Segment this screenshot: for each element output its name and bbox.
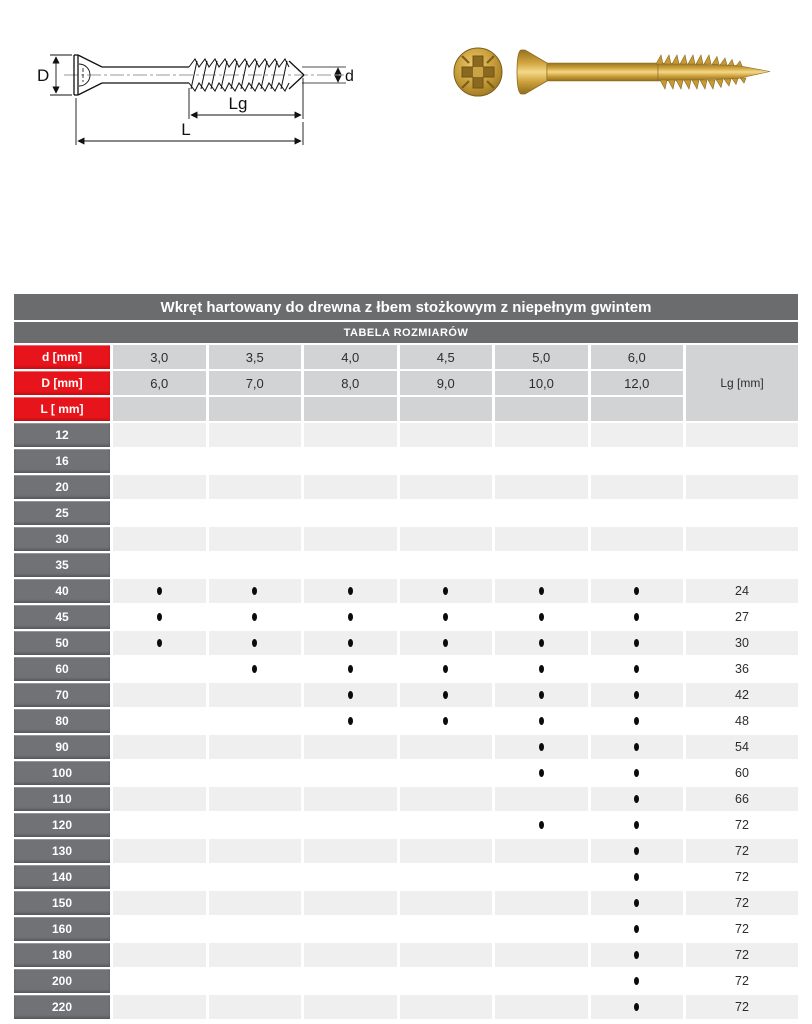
availability-dot <box>348 613 353 621</box>
availability-cell <box>495 943 588 967</box>
lg-value-cell: 72 <box>686 995 798 1019</box>
availability-dot <box>634 899 639 907</box>
lg-value-cell: 66 <box>686 787 798 811</box>
availability-cell <box>400 683 493 707</box>
availability-dot <box>348 717 353 725</box>
availability-dot <box>348 665 353 673</box>
availability-cell <box>209 839 302 863</box>
availability-cell <box>209 969 302 993</box>
availability-dot <box>539 821 544 829</box>
availability-cell <box>304 813 397 837</box>
empty-header-cell <box>400 397 493 421</box>
availability-cell <box>209 761 302 785</box>
availability-cell <box>209 423 302 447</box>
D-value-cell: 12,0 <box>591 371 684 395</box>
availability-cell <box>209 683 302 707</box>
availability-dot <box>634 977 639 985</box>
availability-dot <box>634 951 639 959</box>
length-row-header: 120 <box>14 813 110 837</box>
availability-cell <box>495 813 588 837</box>
availability-cell <box>304 527 397 551</box>
availability-dot <box>539 665 544 673</box>
availability-cell <box>113 735 206 759</box>
length-row-header: 20 <box>14 475 110 499</box>
availability-cell <box>113 865 206 889</box>
availability-cell <box>209 995 302 1019</box>
availability-cell <box>495 553 588 577</box>
lg-value-cell: 60 <box>686 761 798 785</box>
availability-cell <box>495 501 588 525</box>
length-row-header: 30 <box>14 527 110 551</box>
lg-value-cell: 72 <box>686 917 798 941</box>
availability-dot <box>634 743 639 751</box>
availability-cell <box>495 917 588 941</box>
length-row-header: 35 <box>14 553 110 577</box>
availability-cell <box>209 709 302 733</box>
availability-cell <box>304 995 397 1019</box>
availability-dot <box>252 665 257 673</box>
length-row-header: 180 <box>14 943 110 967</box>
availability-dot <box>443 691 448 699</box>
availability-cell <box>495 839 588 863</box>
availability-dot <box>157 587 162 595</box>
availability-cell <box>591 423 684 447</box>
lg-value-cell: 72 <box>686 813 798 837</box>
availability-cell <box>400 449 493 473</box>
availability-dot <box>443 639 448 647</box>
availability-cell <box>209 917 302 941</box>
availability-cell <box>400 735 493 759</box>
availability-dot <box>443 613 448 621</box>
availability-cell <box>113 683 206 707</box>
availability-cell <box>304 423 397 447</box>
availability-cell <box>304 943 397 967</box>
length-row-header: 25 <box>14 501 110 525</box>
dimension-lines <box>50 55 338 145</box>
availability-cell <box>495 475 588 499</box>
availability-cell <box>495 735 588 759</box>
availability-cell <box>113 813 206 837</box>
availability-dot <box>634 873 639 881</box>
availability-cell <box>209 891 302 915</box>
availability-cell <box>591 579 684 603</box>
d-value-cell: 3,5 <box>209 345 302 369</box>
availability-cell <box>113 449 206 473</box>
d-value-cell: 3,0 <box>113 345 206 369</box>
availability-dot <box>634 1003 639 1011</box>
availability-dot <box>634 665 639 673</box>
length-row-header: 130 <box>14 839 110 863</box>
availability-cell <box>113 605 206 629</box>
length-row-header: 160 <box>14 917 110 941</box>
availability-cell <box>113 657 206 681</box>
availability-cell <box>304 735 397 759</box>
lg-value-cell <box>686 501 798 525</box>
availability-cell <box>113 995 206 1019</box>
availability-dot <box>634 691 639 699</box>
availability-cell <box>209 735 302 759</box>
availability-cell <box>304 917 397 941</box>
availability-cell <box>304 761 397 785</box>
availability-cell <box>209 813 302 837</box>
availability-cell <box>304 579 397 603</box>
availability-cell <box>304 553 397 577</box>
D-value-cell: 9,0 <box>400 371 493 395</box>
availability-dot <box>634 587 639 595</box>
lg-column-header: Lg [mm] <box>686 345 798 421</box>
availability-cell <box>400 943 493 967</box>
availability-cell <box>591 683 684 707</box>
label-thread-length: Lg <box>228 94 248 113</box>
availability-cell <box>495 527 588 551</box>
availability-cell <box>400 891 493 915</box>
availability-cell <box>495 865 588 889</box>
length-row-header: 60 <box>14 657 110 681</box>
table-title: Wkręt hartowany do drewna z łbem stożkowym z niepełnym gwintem <box>14 294 798 320</box>
availability-dot <box>348 587 353 595</box>
availability-cell <box>209 605 302 629</box>
availability-cell <box>209 553 302 577</box>
availability-dot <box>634 769 639 777</box>
row-label-d: d [mm] <box>14 345 110 369</box>
d-value-cell: 6,0 <box>591 345 684 369</box>
availability-cell <box>400 995 493 1019</box>
availability-cell <box>400 969 493 993</box>
availability-cell <box>209 449 302 473</box>
availability-cell <box>495 579 588 603</box>
availability-cell <box>495 969 588 993</box>
length-row-header: 45 <box>14 605 110 629</box>
availability-cell <box>209 657 302 681</box>
availability-cell <box>591 631 684 655</box>
lg-value-cell: 72 <box>686 839 798 863</box>
availability-cell <box>304 839 397 863</box>
availability-cell <box>591 943 684 967</box>
lg-value-cell: 36 <box>686 657 798 681</box>
availability-cell <box>304 475 397 499</box>
availability-dot <box>252 613 257 621</box>
availability-cell <box>495 449 588 473</box>
availability-cell <box>400 553 493 577</box>
empty-header-cell <box>304 397 397 421</box>
lg-value-cell <box>686 475 798 499</box>
D-value-cell: 8,0 <box>304 371 397 395</box>
availability-cell <box>495 995 588 1019</box>
length-row-header: 40 <box>14 579 110 603</box>
D-value-cell: 10,0 <box>495 371 588 395</box>
length-row-header: 70 <box>14 683 110 707</box>
label-total-length: L <box>181 120 191 139</box>
availability-cell <box>495 709 588 733</box>
availability-cell <box>495 761 588 785</box>
availability-dot <box>157 613 162 621</box>
length-row-header: 90 <box>14 735 110 759</box>
availability-cell <box>304 787 397 811</box>
availability-cell <box>304 631 397 655</box>
availability-cell <box>495 631 588 655</box>
availability-cell <box>591 449 684 473</box>
label-shank-diameter: d <box>345 68 354 85</box>
availability-cell <box>591 527 684 551</box>
length-row-header: 140 <box>14 865 110 889</box>
d-value-cell: 4,0 <box>304 345 397 369</box>
availability-dot <box>252 587 257 595</box>
length-row-header: 80 <box>14 709 110 733</box>
availability-dot <box>634 639 639 647</box>
availability-cell <box>400 631 493 655</box>
availability-dot <box>348 691 353 699</box>
availability-cell <box>591 891 684 915</box>
availability-dot <box>443 587 448 595</box>
availability-cell <box>113 761 206 785</box>
length-row-header: 150 <box>14 891 110 915</box>
availability-cell <box>591 605 684 629</box>
availability-cell <box>209 865 302 889</box>
availability-cell <box>591 839 684 863</box>
screw-technical-drawing <box>26 28 396 158</box>
availability-cell <box>400 475 493 499</box>
lg-value-cell <box>686 527 798 551</box>
availability-cell <box>591 761 684 785</box>
D-value-cell: 7,0 <box>209 371 302 395</box>
lg-value-cell: 27 <box>686 605 798 629</box>
availability-cell <box>113 423 206 447</box>
row-label-D: D [mm] <box>14 371 110 395</box>
availability-cell <box>400 813 493 837</box>
availability-cell <box>400 579 493 603</box>
availability-cell <box>304 605 397 629</box>
availability-cell <box>400 527 493 551</box>
availability-cell <box>209 787 302 811</box>
lg-value-cell <box>686 553 798 577</box>
length-row-header: 200 <box>14 969 110 993</box>
availability-cell <box>591 735 684 759</box>
screw-side-view <box>517 50 770 94</box>
lg-value-cell: 24 <box>686 579 798 603</box>
availability-cell <box>304 891 397 915</box>
availability-cell <box>113 501 206 525</box>
availability-dot <box>634 613 639 621</box>
availability-dot <box>348 639 353 647</box>
availability-cell <box>400 865 493 889</box>
lg-value-cell: 72 <box>686 891 798 915</box>
availability-cell <box>209 631 302 655</box>
availability-cell <box>113 475 206 499</box>
availability-cell <box>591 969 684 993</box>
availability-cell <box>400 709 493 733</box>
lg-value-cell: 72 <box>686 969 798 993</box>
availability-cell <box>495 787 588 811</box>
length-row-header: 50 <box>14 631 110 655</box>
availability-cell <box>591 501 684 525</box>
availability-dot <box>539 717 544 725</box>
availability-dot <box>443 717 448 725</box>
availability-cell <box>400 605 493 629</box>
availability-cell <box>591 475 684 499</box>
label-head-diameter: D <box>37 66 50 85</box>
length-row-header: 110 <box>14 787 110 811</box>
availability-cell <box>209 501 302 525</box>
availability-cell <box>591 709 684 733</box>
D-value-cell: 6,0 <box>113 371 206 395</box>
availability-cell <box>304 865 397 889</box>
availability-cell <box>113 943 206 967</box>
table-subtitle: TABELA ROZMIARÓW <box>14 322 798 343</box>
lg-value-cell: 72 <box>686 865 798 889</box>
availability-cell <box>113 891 206 915</box>
availability-cell <box>400 917 493 941</box>
length-row-header: 220 <box>14 995 110 1019</box>
lg-value-cell: 42 <box>686 683 798 707</box>
screw-head-view <box>454 48 502 96</box>
empty-header-cell <box>495 397 588 421</box>
availability-dot <box>634 717 639 725</box>
availability-cell <box>591 813 684 837</box>
availability-cell <box>209 943 302 967</box>
availability-cell <box>400 787 493 811</box>
d-value-cell: 5,0 <box>495 345 588 369</box>
availability-cell <box>400 761 493 785</box>
availability-dot <box>157 639 162 647</box>
lg-value-cell <box>686 423 798 447</box>
availability-cell <box>400 657 493 681</box>
availability-cell <box>400 501 493 525</box>
lg-value-cell: 48 <box>686 709 798 733</box>
availability-cell <box>304 709 397 733</box>
availability-dot <box>634 847 639 855</box>
availability-cell <box>209 475 302 499</box>
availability-cell <box>495 891 588 915</box>
availability-cell <box>113 839 206 863</box>
availability-cell <box>113 527 206 551</box>
availability-cell <box>113 579 206 603</box>
availability-dot <box>634 821 639 829</box>
availability-cell <box>495 657 588 681</box>
lg-value-cell: 30 <box>686 631 798 655</box>
empty-header-cell <box>591 397 684 421</box>
availability-dot <box>539 743 544 751</box>
availability-cell <box>400 839 493 863</box>
availability-dot <box>252 639 257 647</box>
lg-value-cell: 72 <box>686 943 798 967</box>
availability-cell <box>209 579 302 603</box>
length-row-header: 16 <box>14 449 110 473</box>
availability-cell <box>591 995 684 1019</box>
availability-dot <box>539 639 544 647</box>
availability-dot <box>634 925 639 933</box>
availability-cell <box>304 449 397 473</box>
row-label-L: L [ mm] <box>14 397 110 421</box>
availability-cell <box>304 683 397 707</box>
availability-cell <box>209 527 302 551</box>
size-table <box>14 294 798 1019</box>
availability-cell <box>113 631 206 655</box>
availability-cell <box>591 657 684 681</box>
length-row-header: 100 <box>14 761 110 785</box>
availability-cell <box>304 657 397 681</box>
availability-cell <box>495 423 588 447</box>
availability-cell <box>304 969 397 993</box>
availability-dot <box>539 691 544 699</box>
availability-cell <box>400 423 493 447</box>
length-row-header: 12 <box>14 423 110 447</box>
lg-value-cell: 54 <box>686 735 798 759</box>
availability-cell <box>304 501 397 525</box>
availability-cell <box>113 787 206 811</box>
availability-cell <box>591 865 684 889</box>
availability-dot <box>634 795 639 803</box>
availability-cell <box>113 969 206 993</box>
availability-cell <box>113 553 206 577</box>
empty-header-cell <box>209 397 302 421</box>
availability-cell <box>495 605 588 629</box>
availability-dot <box>539 769 544 777</box>
availability-cell <box>113 917 206 941</box>
availability-cell <box>113 709 206 733</box>
lg-value-cell <box>686 449 798 473</box>
availability-cell <box>495 683 588 707</box>
empty-header-cell <box>113 397 206 421</box>
availability-cell <box>591 553 684 577</box>
availability-cell <box>591 787 684 811</box>
availability-dot <box>443 665 448 673</box>
availability-dot <box>539 587 544 595</box>
availability-cell <box>591 917 684 941</box>
availability-dot <box>539 613 544 621</box>
screw-product-photo <box>440 30 780 115</box>
d-value-cell: 4,5 <box>400 345 493 369</box>
